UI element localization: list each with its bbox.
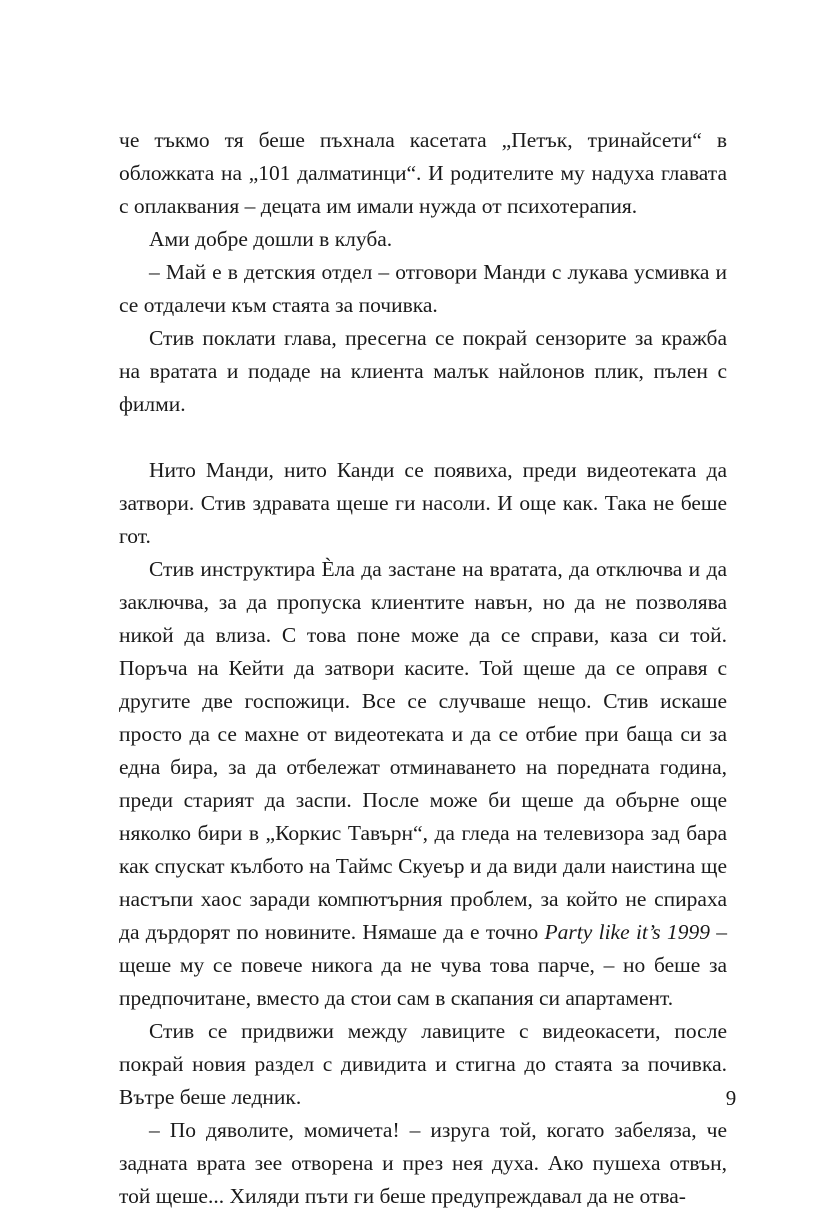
page-number: 9 (725, 1086, 737, 1110)
song-title: Party like it’s 1999 (544, 920, 710, 944)
paragraph-4: Стив поклати глава, пресегна се покрай сензорите за кражба на вратата и подаде на клиента малък найлонов плик, пълен с филми. (119, 326, 727, 416)
paragraph-6 (119, 553, 727, 1015)
paragraph-5: Нито Манди, нито Канди се появиха, преди видеотеката да затвори. Стив здравата щеше ги насоли. И още как. Така не беше гот. (119, 458, 727, 548)
paragraph-6-part-1: Стив инструктира Ѐла да застане на вратата, да отключва и да заключва, за да пропуска клиентите навън, но да не позволява никой да влиза. С това поне може да се справи, каза си той. Поръча на Кейти да затвори касите. Той щеше да се оправя с другите две госпожици. Все се случваше нещо. Стив искаше просто да се махне от видеотеката и да се отбие при баща си за една бира, за да отбележат отминаването на поредната година, преди старият да заспи. После може би щеше да обърне още няколко бири в „Коркис Тавърн“, да гледа на телевизора зад бара как спускат кълбото на Таймс Скуеър и да види дали наистина ще настъпи хаос заради компютърния проблем, за който не спираха да дърдорят по новините. Нямаше да е точно (119, 557, 727, 944)
paragraph-7: Стив се придвижи между лавиците с видеокасети, после покрай новия раздел с дивидита и стигна до стаята за почивка. Вътре беше ледник. (119, 1019, 727, 1109)
paragraph-3: – Май е в детския отдел – отговори Манди с лукава усмивка и се отдалечи към стаята за почивка. (119, 260, 727, 317)
paragraph-8: – По дяволите, момичета! – изруга той, когато забеляза, че задната врата зее отворена и през нея духа. Ако пушеха отвън, той щеше... Хиляди пъти ги беше предупреждавал да не отва- (119, 1118, 727, 1208)
body-text (119, 124, 727, 1213)
paragraph-1: че тъкмо тя беше пъхнала касетата „Петък, тринайсети“ в обложката на „101 далматинци“. И родителите му надуха главата с оплаквания – децата им имали нужда от психотерапия. (119, 128, 727, 218)
paragraph-2: Ами добре дошли в клуба. (149, 227, 393, 251)
paragraph-6-part-2: – щеше му се повече никога да не чува това парче, – но беше за предпочитане, вместо да стои сам в скапания си апартамент. (119, 920, 728, 1010)
